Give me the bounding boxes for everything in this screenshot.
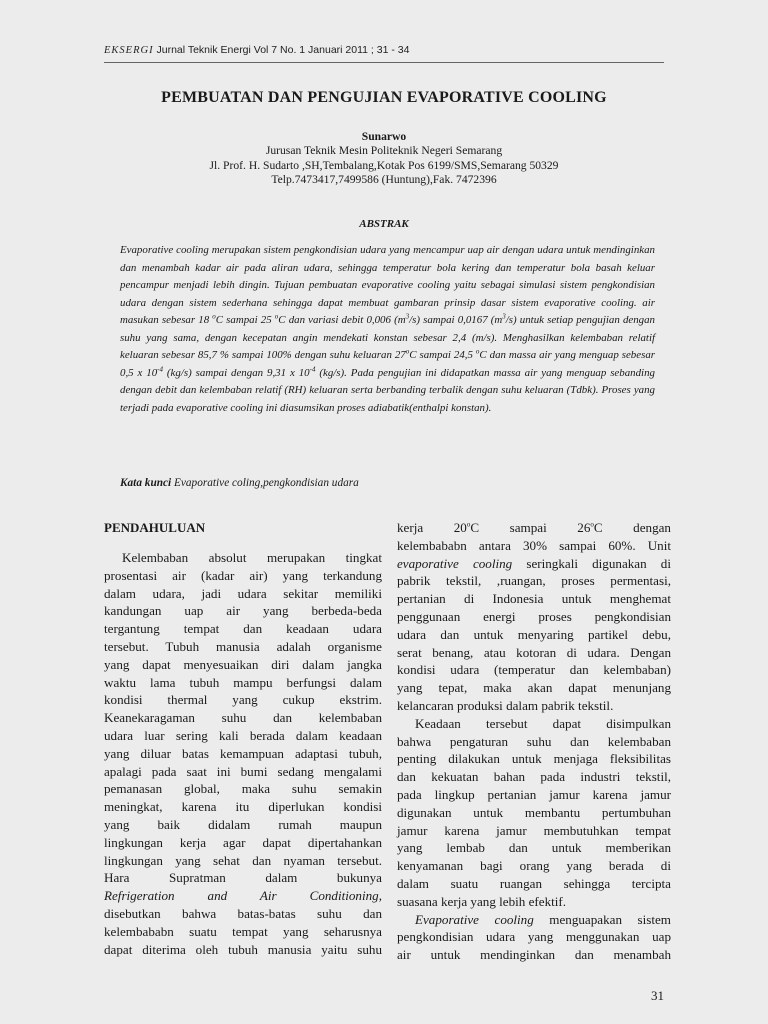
text-line: kelembababn suatu tempat yang seharusnya (104, 923, 382, 939)
journal-info: Jurnal Teknik Energi Vol 7 No. 1 Januari 2011 ; 31 - 34 (156, 44, 410, 56)
right-paragraph-1 (397, 519, 671, 715)
text-line: prosentasi air (kadar air) yang terkandung (104, 567, 382, 583)
text-line: kenyamanan bagi orang yang berada di (397, 858, 671, 874)
abstract-segment: C dan variasi debit 0,006 (m (278, 314, 406, 327)
text-line: suasana kerja yang lebih efektif. (397, 893, 567, 909)
text-segment: kerja 20 (397, 520, 467, 535)
text-line: tergantung tempat dan keadaan udara (104, 621, 382, 637)
text-line: Keadaan tersebut dapat disimpulkan (415, 715, 671, 731)
term-italic: Evaporative cooling (415, 911, 534, 927)
text-line: kelembababn antara 30% sampai 60%. Unit (397, 537, 671, 553)
keywords-text: Evaporative coling,pengkondisian udara (171, 477, 359, 489)
text-line: lingkungan yang sehat dan nyaman tersebut. (104, 852, 382, 868)
left-column (104, 519, 382, 958)
text-line: kelancaran produksi dalam pabrik tekstil. (397, 697, 614, 713)
left-paragraph (104, 549, 382, 958)
degree-mark: o (274, 312, 279, 321)
author-name: Sunarwo (361, 130, 407, 143)
text-line: lingkungan kerja agar dapat dipertahankan (104, 834, 382, 850)
text-line: penting dilakukan untuk menjaga fleksibilitas (397, 751, 671, 767)
text-line: pada lingkup pertanian jamur karena jamur (397, 786, 671, 802)
text-line: yang diluar batas kemampuan adaptasi tubuh, (104, 745, 382, 761)
page-number: 31 (651, 988, 664, 1003)
right-paragraph-3 (397, 911, 671, 964)
text-line: bahwa pengaturan suhu dan kelembaban (397, 733, 671, 749)
author-address: Jl. Prof. H. Sudarto ,SH,Tembalang,Kotak Pos 6199/SMS,Semarang 50329 (209, 158, 559, 172)
text-line: penggunaan energi proses pengkondisian (397, 608, 671, 624)
abstract-segment: Evaporative cooling merupakan sistem pengkondisian udara yang mencampur uap air dengan udara untuk mendinginkan dan menambah kadar air pada aliran udara, sehingga temperatur bola kering dan temperatur bola basah keluar pencampur menjadi lebih dingin. Tujuan pembuatan evaporative cooling yaitu sebagai simulasi sistem pengkondisian udara dengan sistem sederhana sehingga dapat membuat gambaran prinsip dasar sistem evaporative cooling. air masukan sebesar 18 (120, 244, 655, 327)
text-line: kandungan uap air yang berbeda-beda (104, 603, 382, 619)
section-heading: PENDAHULUAN (104, 520, 206, 535)
abstract-segment: C sampai 25 (215, 314, 275, 327)
degree-mark: o (405, 347, 410, 356)
text-line: pertanian di Indonesia untuk menghemat (397, 591, 671, 607)
text-segment: menguapakan sistem (533, 911, 671, 927)
book-title: Refrigeration and Air Conditioning, (104, 888, 382, 904)
abstract-segment: /s) untuk setiap pengujian dengan suhu yang sama, dengan kecepatan angin mendekati konstan sebesar 2,4 (m/s). Menghasilkan kelembaban relatif keluaran sebesar 85,7 % sampai 100% dengan suhu keluaran 27 (120, 314, 655, 362)
text-line: air untuk mendinginkan dan menambah (397, 947, 671, 963)
journal-brand: EKSERGI (104, 45, 154, 56)
text-line: meningkat, karena itu diperlukan kondisi (104, 799, 382, 815)
right-column (397, 519, 671, 964)
text-line: dalam suatu ruangan sehingga tercipta (397, 875, 671, 891)
text-line: waktu lama tubuh mampu berfungsi dalam (104, 674, 382, 690)
abstract-segment: (kg/s) sampai dengan 9,31 x 10 (163, 366, 310, 379)
book-title-line (104, 887, 382, 905)
degree-mark: o (475, 347, 480, 356)
author-affiliation: Jurusan Teknik Mesin Politeknik Negeri Semarang (265, 144, 503, 158)
text-line: digunakan untuk membantu pertumbuhan (397, 804, 671, 820)
abstract-segment: /s) sampai 0,0167 (m (409, 314, 503, 327)
abstract-segment: (kg/s). Pada pengujian ini didapatkan massa air yang menguap sebanding dengan debit dan kelembaban relatif (RH) keluaran serta berbanding terbalik dengan suhu keluaran (Tdbk). Proses yang terjadi pada evaporative cooling ini diasumsikan proses adiabatik(enthalpi konstan). (120, 366, 655, 414)
keywords-label: Kata kunci (120, 477, 172, 489)
text-line: apalagi pada saat ini bumi sedang mengalami (104, 763, 382, 779)
text-line: Kelembaban absolut merupakan tingkat (122, 550, 382, 565)
text-line: dalam udara, jadi udara sekitar memiliki (104, 585, 382, 601)
text-line: udara luar sering kali berada dalam keadaan (104, 727, 382, 743)
text-segment: C dengan (593, 520, 671, 535)
unit-exponent: 3 (405, 312, 410, 321)
text-line: dapat diterima oleh tubuh manusia yaitu suhu (104, 941, 382, 957)
abstract-heading: ABSTRAK (359, 218, 409, 230)
text-line (397, 911, 671, 929)
text-line: yang lembab dan untuk memberikan (397, 840, 671, 856)
text-line: yang tepat, maka akan dapat menunjang (397, 680, 671, 696)
term-italic: evaporative cooling (397, 555, 513, 571)
text-line: yang baik didalam rumah maupun (104, 816, 382, 832)
text-line: serat benang, atau kotoran di udara. Dengan (397, 644, 671, 660)
abstract-text (120, 242, 655, 417)
running-head (104, 44, 409, 56)
unit-exponent: -4 (309, 365, 316, 374)
text-line: kondisi udara (temperatur dan kelembaban) (397, 662, 671, 678)
abstract-segment: C sampai 24,5 (409, 349, 476, 362)
text-line: udara dan untuk menyaring partikel debu, (397, 626, 671, 642)
text-segment: C sampai 26 (470, 520, 591, 535)
text-line: Keanekaragaman suhu dan kelembaban (104, 710, 382, 726)
text-line (397, 555, 671, 573)
text-line: jamur karena jamur membutuhkan tempat (397, 822, 671, 838)
paper-title: PEMBUATAN DAN PENGUJIAN EVAPORATIVE COOLING (161, 89, 607, 106)
text-line: pabrik tekstil, ,ruangan, proses permentasi, (397, 573, 671, 589)
author-block (0, 130, 768, 188)
unit-exponent: 3 (502, 312, 506, 321)
text-line: pengkondisian udara yang menggunakan uap (397, 929, 671, 945)
right-paragraph-2 (397, 715, 671, 911)
text-line: dan kekuatan bahan pada industri tekstil, (397, 769, 671, 785)
header-rule (104, 62, 664, 63)
degree-mark: o (212, 312, 216, 321)
text-line: pemanasan global, maka suhu semakin (104, 781, 382, 797)
text-line: tersebut. Tubuh manusia adalah organisme (104, 638, 382, 654)
text-line: yang dapat menyesuaikan diri dalam jangka (104, 656, 382, 672)
text-line: kondisi thermal yang cukup ekstrim. (104, 692, 382, 708)
author-contact: Telp.7473417,7499586 (Huntung),Fak. 7472396 (271, 173, 497, 187)
keywords (120, 477, 359, 489)
text-segment: seringkali digunakan di (512, 555, 671, 571)
unit-exponent: -4 (157, 365, 164, 374)
abstract-segment: C dan massa air yang menguap sebesar 0,5 x 10 (120, 349, 656, 379)
degree-mark: o (590, 520, 594, 529)
text-line: disebutkan bahwa batas-batas suhu dan (104, 905, 382, 921)
text-line (397, 519, 671, 537)
degree-mark: o (466, 520, 471, 529)
text-line: Hara Supratman dalam bukunya (104, 870, 382, 886)
